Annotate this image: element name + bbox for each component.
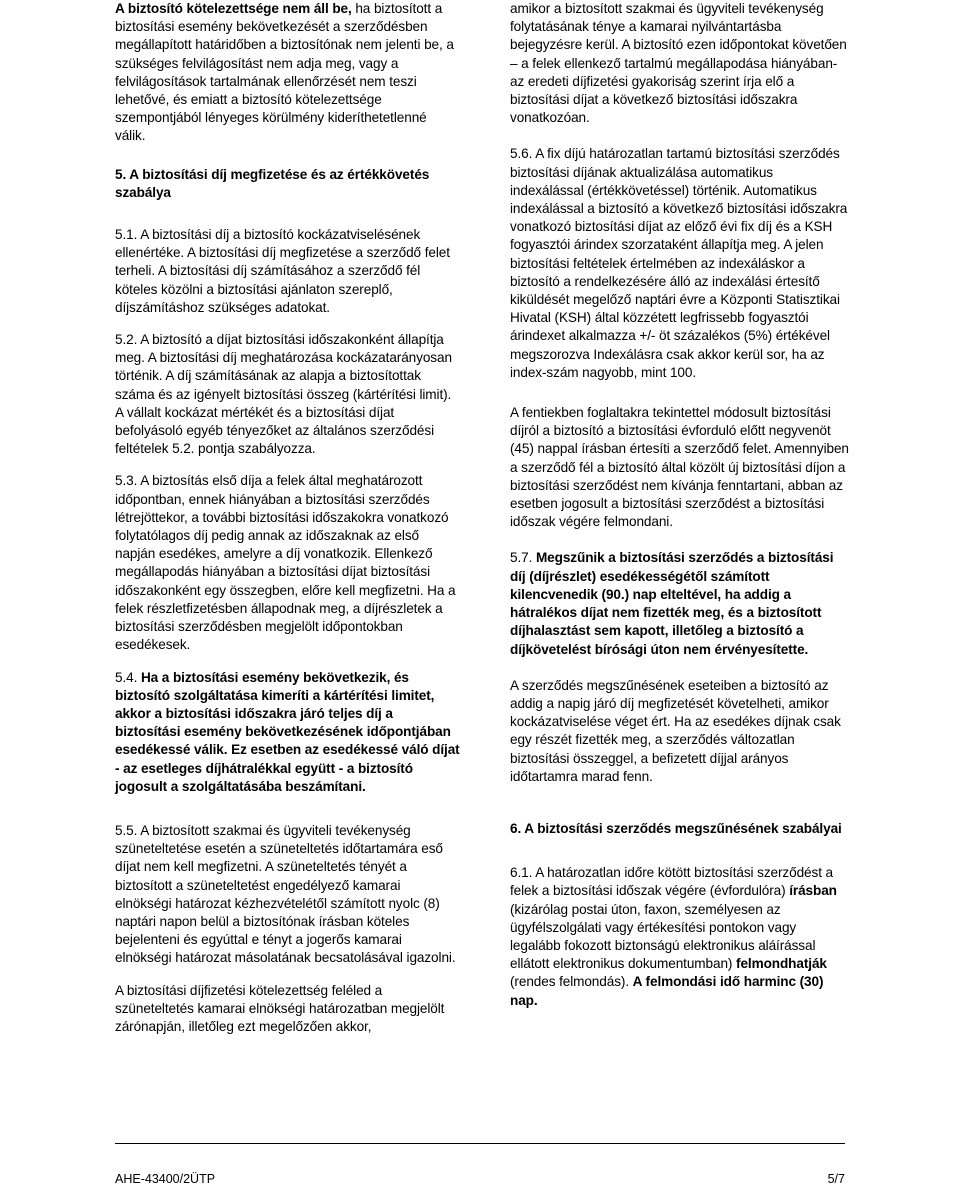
obligation-bold-lead: A biztosító kötelezettsége nem áll be, [115, 1, 352, 16]
p61-a: 6.1. A határozatlan időre kötött biztosítási szerződést a felek a biztosítási időszak végére (évfordulóra) [510, 865, 834, 899]
obligation-text: ha biztosított a biztosítási esemény bekövetkezését a szerződésben megállapított határidőben a biztosítónak nem jelenti be, a szükséges felvilágosítást nem adja meg, vagy a felvilágosítások tartalmának ellenőrzését nem teszi lehetővé, és emiatt a biztosító kötelezettsége szempontjából lényeges körülmény kideríthetetlenné válik. [115, 1, 454, 144]
paragraph-termination-fees: A szerződés megszűnésének eseteiben a biztosító az addig a napig járó díj megfizetését követelheti, amikor kockázatviselése véget ért. Ha az esedékes díjnak csak egy részét fizették meg, a szerződés változatlan biztosítási összeggel, a befizetett díjjal arányos időtartamra marad fenn. [510, 677, 841, 784]
p61-b: írásban [789, 883, 837, 899]
paragraph-suspension-revival: A biztosítási díjfizetési kötelezettség feléled a szüneteltetés kamarai elnökségi határozatban megjelölt zárónapján, illetőleg ezt megelőzően akkor, [115, 982, 445, 1034]
footer-page-number: 5/7 [827, 1172, 845, 1186]
footer-document-code: AHE-43400/2ÜTP [115, 1172, 216, 1186]
paragraph-5-7-number: 5.7. [510, 550, 536, 566]
paragraph-5-6: 5.6. A fix díjú határozatlan tartamú biztosítási szerződés biztosítási díjának aktualizálása automatikus indexálással (értékkövetéssel) történik. Automatikus indexálással a biztosító a következő biztosítási időszakra vonatkozó biztosítási díjat az előző évi fix díj és a KSH fogyasztói árindex szorzataként állapítja meg. A jelen biztosítási feltételek értelmében az indexáláskor a biztosító a rendelkezésére álló az indexálási értesítő kiküldését megelőző naptári évre a Központi Statisztikai Hivatal (KSH) által közzétett legfrissebb fogyasztói árindexet alkalmazza +/- öt százalékos (5%) értékével megszorozva Indexálásra csak akkor kerül sor, ha az index-szám nagyobb, mint 100. [510, 146, 848, 380]
right-column [510, 0, 850, 1024]
footer-divider [115, 1143, 845, 1144]
p61-d: felmondhatják [736, 956, 827, 972]
paragraph-continuation: amikor a biztosított szakmai és ügyviteli tevékenység folytatásának ténye a kamarai nyilvántartásba bejegyzésre kerül. A biztosító ezen időpontokat követően – a felek ellenkező tartalmú megállapodása hiányában- az eredeti díjfizetési gyakoriság szerint írja elő a biztosítási díjat a következő biztosítási időszakra vonatkozóan. [510, 1, 847, 126]
paragraph-5-4-number: 5.4. [115, 669, 141, 685]
paragraph-5-7 [510, 549, 850, 658]
paragraph-indexation-notice: A fentiekben foglaltakra tekintettel módosult biztosítási díjról a biztosító a biztosítási évforduló előtt negyvenöt (45) nappal írásban értesíti a szerződő felet. Amennyiben a szerződő fél a biztosító által közölt új biztosítási díjon a biztosítási szerződést nem kívánja fenntartani, abban az esetben jogosult a biztosítási szerződést a biztosítási időszak végére felmondani. [510, 405, 849, 530]
paragraph-5-7-bold: Megszűnik a biztosítási szerződés a biztosítási díj (díjrészlet) esedékességétől számított kilencvenedik (90.) nap elteltével, ha addig a hátralékos díjat nem fizették meg, és a biztosított díjhalasztást sem kapott, illetőleg a biztosító a díjkövetelést bírósági úton nem érvényesítette. [510, 550, 834, 657]
paragraph-5-4-bold: Ha a biztosítási esemény bekövetkezik, és biztosító szolgáltatása kimeríti a kártérítési limitet, akkor a biztosítási időszakra járó teljes díj a biztosítási esemény bekövetkezésének időpontjában esedékessé válik. Ez esetben az esedékessé váló díjat - az esetleges díjhátralékkal együtt - a biztosító jogosult a szolgáltatásába beszámítani. [115, 669, 460, 794]
paragraph-5-3: 5.3. A biztosítás első díja a felek által meghatározott időpontban, ennek hiányában a biztosítási szerződés létrejöttekor, a további biztosítási időszakokra vonatkozó folytatólagos díj pedig annak az időszaknak az első napján esedékes, amelyre a díj vonatkozik. Ellenkező megállapodás hiányában a biztosítási díjat biztosítási időszakonként egy összegben, előre kell megfizetni. Ha a felek részletfizetésben állapodnak meg, a díjrészletek a biztosítási szerződésben megjelölt időpontokban esedékesek. [115, 473, 456, 653]
paragraph-5-4 [115, 669, 460, 796]
section-5-heading: 5. A biztosítási díj megfizetése és az értékkövetés szabálya [115, 166, 430, 200]
paragraph-obligation [115, 0, 460, 146]
paragraph-5-5: 5.5. A biztosított szakmai és ügyviteli tevékenység szüneteltetése esetén a szüneteltetés időtartamára eső díjat nem kell megfizetni. A szüneteltetés tényét a biztosított a szüneteltetést engedélyező kamarai elnökségi határozat kézhezvételétől számított nyolc (8) naptári napon belül a biztosítónak írásban köteles bejelenteni és egyúttal e tényt a jogerős kamarai elnökségi határozat másolatának becsatolásával igazolni. [115, 822, 456, 966]
p61-f: A felmondási idő harminc (30) nap. [510, 974, 824, 1008]
paragraph-5-1: 5.1. A biztosítási díj a biztosító kockázatviselésének ellenértéke. A biztosítási díj megfizetése a szerződő felet terheli. A biztosítási díj számításához a szerződő fél köteles közölni a biztosítási ajánlaton szereplő, díjszámításhoz szükséges adatokat. [115, 227, 450, 315]
paragraph-6-1 [510, 864, 850, 1010]
p61-c: (kizárólag postai úton, faxon, személyesen az ügyfélszolgálati vagy értékesítési pontokon vagy legalább fokozott biztonságú elektronikus aláírással ellátott elektronikus dokumentumban) [510, 901, 816, 972]
p61-e: (rendes felmondás). [510, 974, 633, 990]
paragraph-5-2: 5.2. A biztosító a díjat biztosítási időszakonként állapítja meg. A biztosítási díj meghatározása kockázatarányosan történik. A díj számításának az alapja a biztosítottak száma és az igényelt biztosítási összeg (kártérítési limit). A vállalt kockázat mértékét és a biztosítási díjat befolyásoló egyéb tényezőket az általános szerződési feltételek 5.2. pontja szabályozza. [115, 332, 452, 457]
left-column [115, 0, 460, 1050]
section-6-heading: 6. A biztosítási szerződés megszűnésének szabályai [510, 820, 842, 836]
